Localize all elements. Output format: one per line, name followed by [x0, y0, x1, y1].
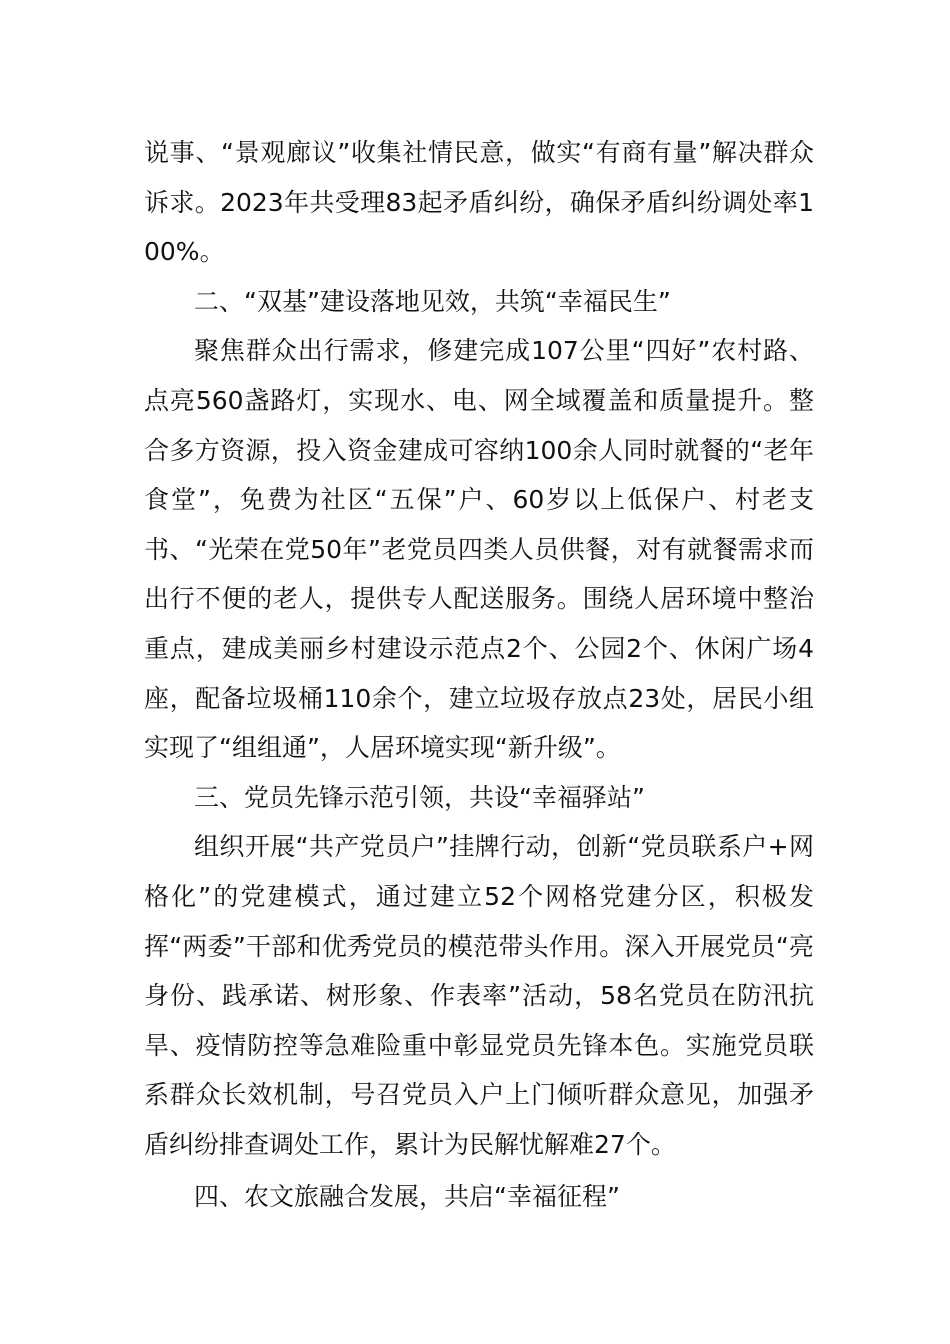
section-heading-3: 三、党员先锋示范引领，共设“幸福驿站” — [194, 782, 645, 812]
section-heading-2: 二、“双基”建设落地见效，共筑“幸福民生” — [194, 286, 671, 316]
document-body — [144, 128, 814, 1222]
paragraph-continued: 说事、“景观廊议”收集社情民意，做实“有商有量”解决群众诉求。2023年共受理83起矛盾纠纷，确保矛盾纠纷调处率100%。 — [144, 138, 814, 267]
paragraph-section-3: 组织开展“共产党员户”挂牌行动，创新“党员联系户+网格化”的党建模式，通过建立52个网格党建分区，积极发挥“两委”干部和优秀党员的模范带头作用。深入开展党员“亮身份、践承诺、树形象、作表率”活动，58名党员在防汛抗旱、疫情防控等急难险重中彰显党员先锋本色。实施党员联系群众长效机制，号召党员入户上门倾听群众意见，加强矛盾纠纷排查调处工作，累计为民解忧解难27个。 — [144, 832, 814, 1159]
section-heading-4: 四、农文旅融合发展，共启“幸福征程” — [194, 1182, 620, 1212]
paragraph-section-2: 聚焦群众出行需求，修建完成107公里“四好”农村路、点亮560盏路灯，实现水、电、网全域覆盖和质量提升。整合多方资源，投入资金建成可容纳100余人同时就餐的“老年食堂”，免费为社区“五保”户、60岁以上低保户、村老支书、“光荣在党50年”老党员四类人员供餐，对有就餐需求而出行不便的老人，提供专人配送服务。围绕人居环境中整治重点，建成美丽乡村建设示范点2个、公园2个、休闲广场4座，配备垃圾桶110余个，建立垃圾存放点23处，居民小组实现了“组组通”，人居环境实现“新升级”。 — [144, 336, 814, 763]
